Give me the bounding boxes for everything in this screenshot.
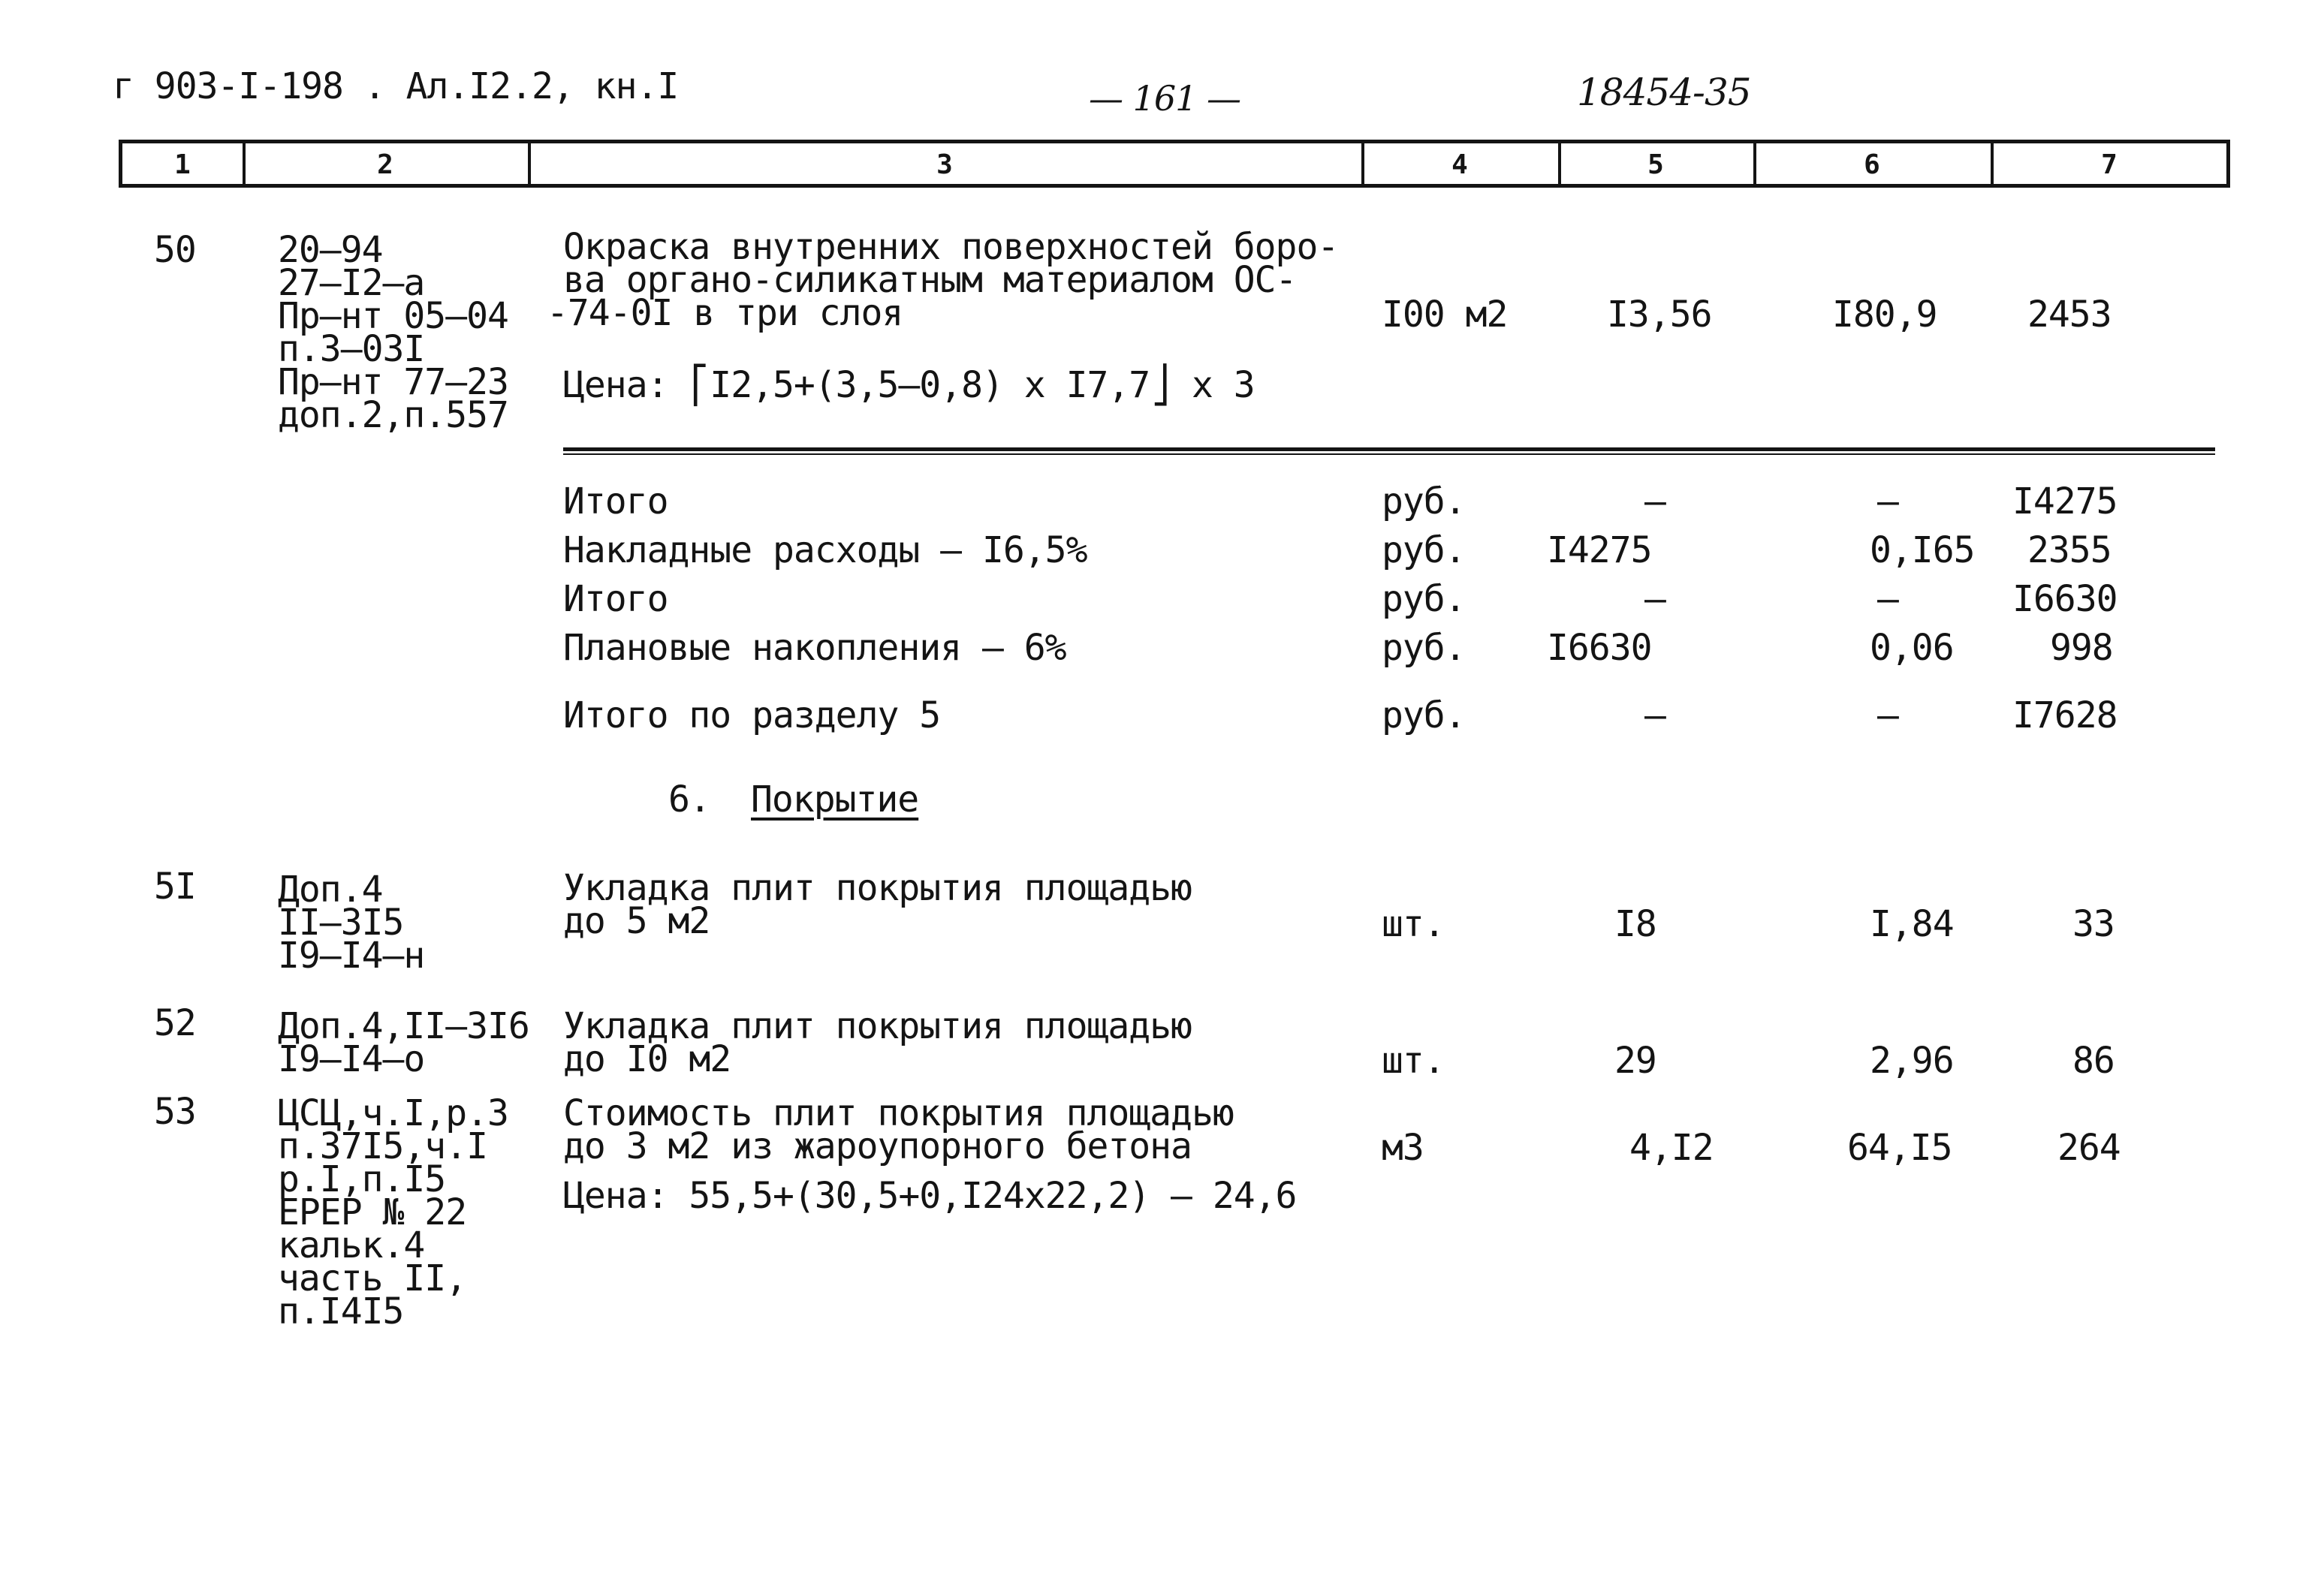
unit: шт.: [1382, 903, 1445, 945]
total: 33: [2072, 903, 2115, 945]
document-code: г 903-I-198 . Ал.I2.2, кн.I: [113, 65, 679, 107]
column-number: 7: [2101, 149, 2118, 180]
handwritten-number: 18454-35: [1577, 71, 1751, 114]
unit: I00 м2: [1382, 294, 1508, 336]
price-formula: Цена: ⎡I2,5+(3,5–0,8) x I7,7⎦ x 3: [563, 364, 1255, 406]
column-header-row: [119, 140, 2230, 188]
separator-line: [563, 447, 2215, 451]
summary-label: Плановые накопления – 6%: [563, 627, 1066, 669]
summary-unit: руб.: [1382, 480, 1466, 522]
summary-total: 998: [2050, 627, 2113, 669]
summary-unit: руб.: [1382, 578, 1466, 620]
summary-col5: –: [1644, 578, 1665, 620]
summary-col6: –: [1877, 578, 1898, 620]
unit: шт.: [1382, 1040, 1445, 1082]
summary-col5: –: [1644, 694, 1665, 736]
unit: м3: [1382, 1127, 1424, 1169]
row-number: 50: [154, 229, 196, 271]
reference: I9–I4–о: [278, 1038, 425, 1080]
total: 264: [2057, 1127, 2121, 1169]
rate: I,84: [1870, 903, 1954, 945]
summary-col5: I6630: [1547, 627, 1652, 669]
description-line: до 3 м2 из жароупорного бетона: [563, 1125, 1192, 1167]
description-line: до I0 м2: [563, 1038, 731, 1080]
reference: 27–I2–a: [278, 262, 425, 304]
summary-total: I6630: [2012, 578, 2118, 620]
reference: 20–94: [278, 229, 383, 271]
summary-col6: –: [1877, 480, 1898, 522]
rate: I80,9: [1832, 294, 1937, 336]
quantity: 4,I2: [1629, 1127, 1714, 1169]
total: 86: [2072, 1040, 2115, 1082]
reference: Доп.4: [278, 869, 383, 911]
summary-total: 2355: [2027, 529, 2112, 571]
reference: кальк.4: [278, 1224, 425, 1266]
reference: часть II,: [278, 1257, 467, 1299]
column-number: 5: [1647, 149, 1664, 180]
summary-unit: руб.: [1382, 694, 1466, 736]
reference: п.37I5,ч.I: [278, 1125, 487, 1167]
summary-total: I4275: [2012, 480, 2118, 522]
row-number: 52: [154, 1002, 196, 1044]
reference: р.I,п.I5: [278, 1158, 446, 1200]
reference: ЦСЦ,ч.I,р.3: [278, 1092, 508, 1134]
section-number: 6.: [668, 778, 710, 821]
reference: Пр–нт 05–04: [278, 295, 508, 337]
row-number: 53: [154, 1091, 196, 1133]
reference: Пр–нт 77–23: [278, 361, 508, 403]
price-formula: Цена: 55,5+(30,5+0,I24x22,2) – 24,6: [563, 1175, 1297, 1217]
reference: Доп.4,II–3I6: [278, 1005, 529, 1047]
rate: 2,96: [1870, 1040, 1954, 1082]
column-number: 1: [174, 149, 191, 180]
reference: п.3–03I: [278, 328, 425, 370]
summary-col5: –: [1644, 480, 1665, 522]
summary-col6: 0,I65: [1870, 529, 1975, 571]
total: 2453: [2027, 294, 2112, 336]
summary-label: Итого: [563, 578, 668, 620]
description-line: Укладка плит покрытия площадью: [563, 867, 1192, 909]
summary-col6: –: [1877, 694, 1898, 736]
reference: доп.2,п.557: [278, 394, 508, 436]
column-number: 3: [936, 149, 953, 180]
separator-line: [563, 453, 2215, 455]
description-line: Стоимость плит покрытия площадью: [563, 1092, 1234, 1134]
description-line: до 5 м2: [563, 900, 710, 942]
description-line: Окраска внутренних поверхностей боро-: [563, 226, 1339, 268]
page-number: — 161 —: [1089, 78, 1241, 119]
column-number: 6: [1864, 149, 1880, 180]
summary-unit: руб.: [1382, 627, 1466, 669]
quantity: I3,56: [1607, 294, 1712, 336]
reference: II–3I5: [278, 902, 404, 944]
section-title: Покрытие: [751, 778, 919, 821]
quantity: I8: [1614, 903, 1656, 945]
reference: I9–I4–н: [278, 935, 425, 977]
quantity: 29: [1614, 1040, 1656, 1082]
column-number: 4: [1451, 149, 1468, 180]
description-line: ва органо-силикатным материалом ОС-: [563, 259, 1297, 301]
reference: п.I4I5: [278, 1290, 404, 1333]
description-line: Укладка плит покрытия площадью: [563, 1005, 1192, 1047]
row-number: 5I: [154, 866, 196, 908]
summary-label: Накладные расходы – I6,5%: [563, 529, 1087, 571]
reference: ЕРЕР № 22: [278, 1191, 467, 1233]
summary-unit: руб.: [1382, 529, 1466, 571]
column-number: 2: [377, 149, 393, 180]
summary-col6: 0,06: [1870, 627, 1954, 669]
rate: 64,I5: [1847, 1127, 1952, 1169]
summary-label: Итого по разделу 5: [563, 694, 941, 736]
summary-label: Итого: [563, 480, 668, 522]
description-line: -74-0I в три слоя: [547, 292, 903, 334]
summary-col5: I4275: [1547, 529, 1652, 571]
summary-total: I7628: [2012, 694, 2118, 736]
